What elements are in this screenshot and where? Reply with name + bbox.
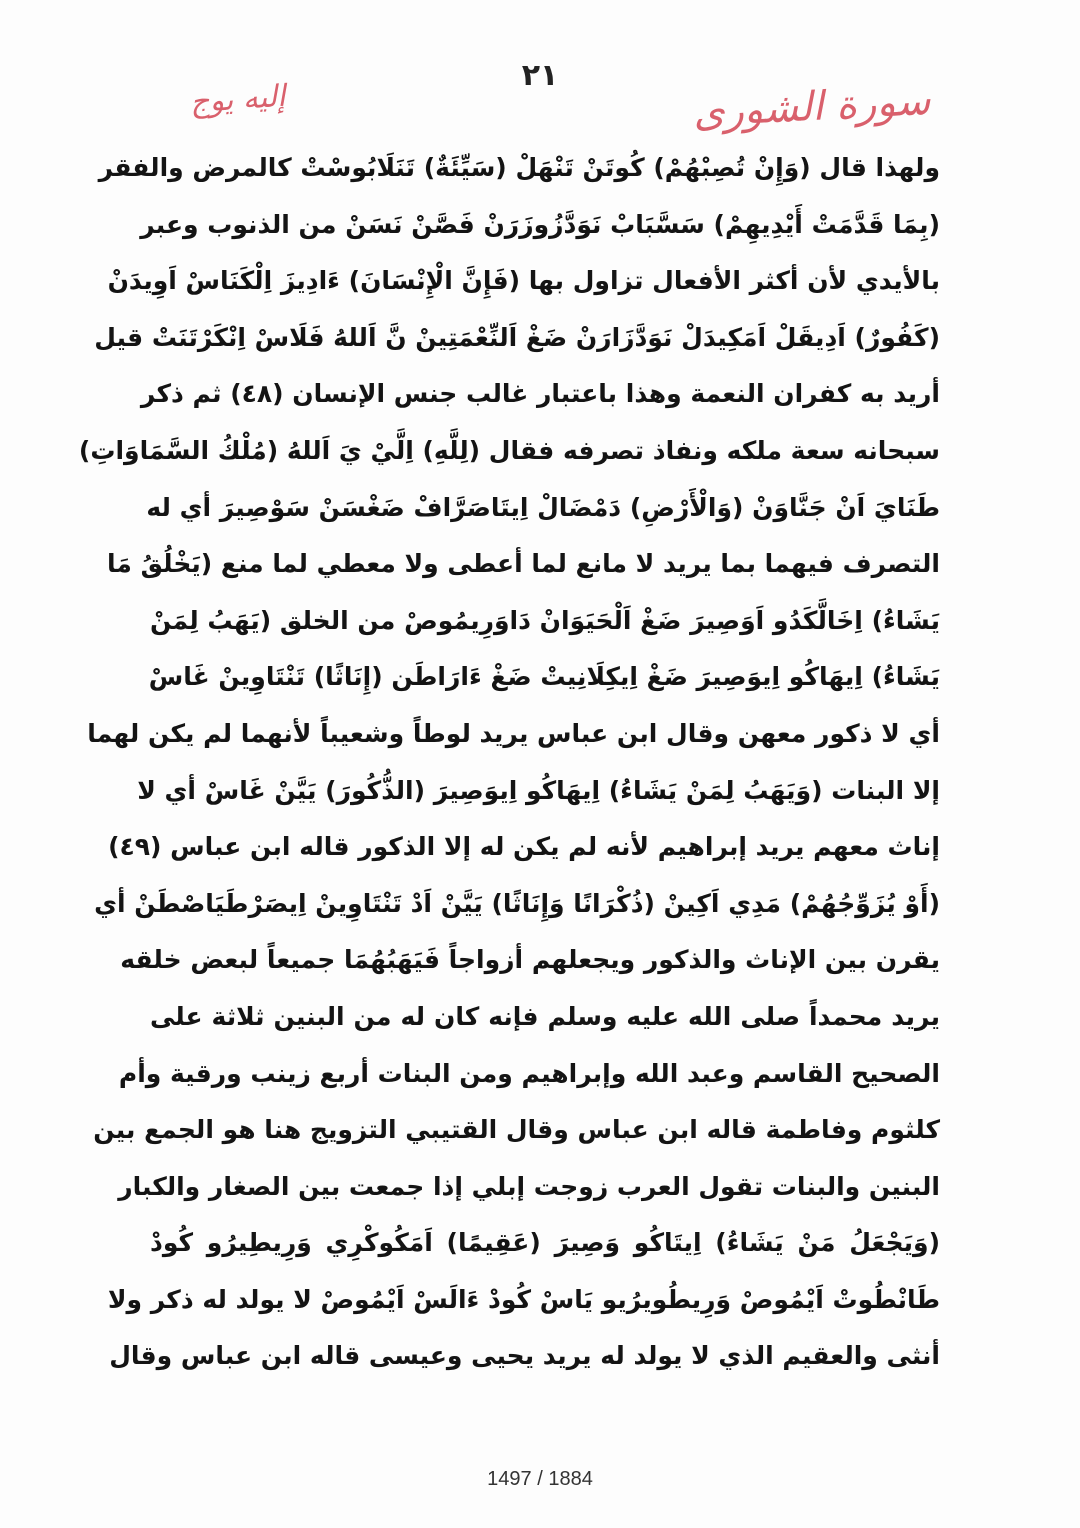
text-line: يقرن بين الإناث والذكور ويجعلهم أزواجاً فَيَهَبُهُمَا جميعاً لبعض خلقه [120, 945, 940, 975]
text-line: (كَفُورٌ) اَدِيقَلْ اَمَكِيدَلْ نَوَدَّزَارَنْ ضَغْ اَلنِّعْمَتِينْ نَّ اَللهُ فَلَاسْ اِنْكَرْتَنَتْ قيل [94, 322, 940, 352]
text-line: (وَيَجْعَلُ مَنْ يَشَاءُ) اِيتَاكُو وَصِيرَ (عَقِيمًا) اَمَكُوكْرِي وَرِيطِيرُو كُودْ [150, 1228, 940, 1258]
text-line: إناث معهم يريد إبراهيم لأنه لم يكن له إلا الذكور قاله ابن عباس (٤٩) [108, 832, 940, 862]
text-line: أي لا ذكور معهن وقال ابن عباس يريد لوطاً وشعيباً لأنهما لم يكن لهما [87, 718, 940, 748]
text-line: الصحيح القاسم وعبد الله وإبراهيم ومن البنات أربع زينب ورقية وأم [118, 1058, 940, 1088]
surah-handwritten-note: سورة الشورى [691, 77, 932, 137]
text-line: أنثى والعقيم الذي لا يولد له يريد يحيى وعيسى قاله ابن عباس وقال [109, 1341, 940, 1371]
text-line: التصرف فيهما بما يريد لا مانع لما أعطى ولا معطي لما منع (يَخْلُقُ مَا [107, 549, 940, 579]
text-line: (بِمَا قَدَّمَتْ أَيْدِيهِمْ) سَسَّبَابْ نَوَدَّزُوزَرَنْ فَصَّنْ نَسَنْ من الذنوب وعبر [140, 209, 940, 239]
text-line: يَشَاءُ) اِخَالَّكَدُو اَوَصِيرَ ضَغْ اَلْحَيَوَانْ دَاوَرِيمُوصْ من الخلق (يَهَبُ لِمَنْ [150, 605, 940, 635]
text-line: إلا البنات (وَيَهَبُ لِمَنْ يَشَاءُ) اِيهَاكُو اِيوَصِيرَ (الذُّكُورَ) يَيَّنْ غَاسْ أي لا [137, 775, 940, 805]
text-line: ولهذا قال (وَإِنْ تُصِبْهُمْ) كُوتَنْ تَنْهَلْ (سَيِّئَةٌ) تَنَلَابُوسْتْ كالمرض والفقر [98, 153, 940, 182]
text-line: سبحانه سعة ملكه ونفاذ تصرفه فقال (لِلَّهِ) اِلَّيْ يَ اَللهُ (مُلْكُ السَّمَاوَاتِ) [78, 435, 940, 465]
text-line: طَانْطُوتْ اَيْمُوصْ وَرِيطُويرُيو يَاسْ كُودْ ءَالَسْ اَيْمُوصْ لا يولد له ذكر ولا [107, 1284, 940, 1314]
text-line: البنين والبنات تقول العرب زوجت إبلي إذا جمعت بين الصغار والكبار [118, 1171, 940, 1201]
text-line: (أَوْ يُزَوِّجُهُمْ) مَدِي اَكِينْ (ذُكْرَانًا وَإِنَاثًا) يَيَّنْ اَدْ تَنْتَاوِينْ اِيصَرْطَيَاصْطَنْ أي [94, 888, 940, 918]
text-line: يريد محمداً صلى الله عليه وسلم فإنه كان له من البنين ثلاثة على [150, 1001, 940, 1031]
corner-handwritten-note: إليه يوج [188, 78, 287, 121]
text-line: طَنَايَ اَنْ جَنَّاوَنْ (وَالْأَرْضِ) دَمْضَالْ اِيتَاصَرَّافْ ضَغْسَنْ سَوْصِيرَ أي له [146, 492, 940, 522]
page-number: ٢١ [521, 58, 559, 93]
text-line: بالأيدي لأن أكثر الأفعال تزاول بها (فَإِنَّ الْإِنْسَانَ) ءَادِيزَ اِلْكَنَاسْ اَوِيدَنْ [107, 266, 940, 296]
body-text [78, 140, 940, 1385]
text-line: كلثوم وفاطمة قاله ابن عباس وقال القتيبي التزويج هنا هو الجمع بين [93, 1115, 940, 1145]
text-line: أريد به كفران النعمة وهذا باعتبار غالب جنس الإنسان (٤٨) ثم ذكر [140, 379, 940, 409]
text-line: يَشَاءُ) اِيهَاكُو اِيوَصِيرَ ضَغْ اِيكِلَانِيتْ ضَغْ ءَارَاطَن (إِنَاثًا) تَنْتَاوِينْ غَاسْ [148, 662, 940, 692]
page-counter: 1497 / 1884 [487, 1468, 593, 1490]
